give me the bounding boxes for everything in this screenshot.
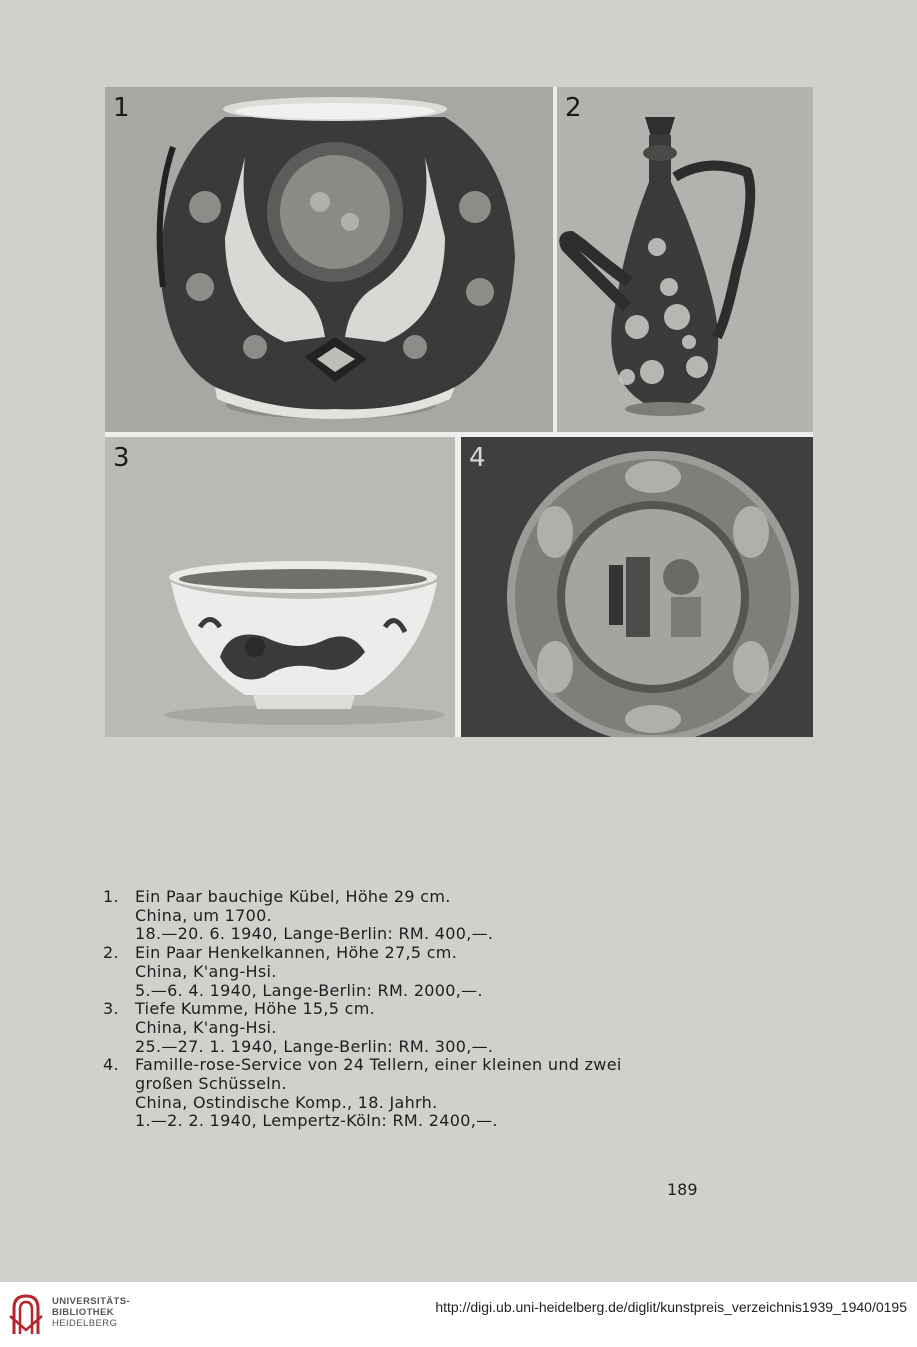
caption-line: 1.—2. 2. 1940, Lempertz-Köln: RM. 2400,—. [135, 1111, 498, 1131]
caption-item [103, 1056, 703, 1131]
plate-number: 2 [565, 93, 582, 123]
plate-number: 3 [113, 443, 130, 473]
plate-4-dish-photo [461, 437, 813, 737]
caption-number: 4. [103, 1055, 119, 1075]
caption-list [103, 888, 703, 1131]
caption-item [103, 944, 703, 1000]
caption-line: China, um 1700. [135, 905, 272, 925]
digitization-footer [0, 1282, 917, 1347]
caption-line: Tiefe Kumme, Höhe 15,5 cm. [135, 999, 376, 1019]
caption-number: 1. [103, 887, 119, 906]
ub-heidelberg-logo-icon [8, 1290, 44, 1338]
jar-illustration [105, 87, 553, 432]
page-number: 189 [667, 1180, 698, 1199]
caption-line: 5.—6. 4. 1940, Lange-Berlin: RM. 2000,—. [135, 980, 483, 1000]
caption-number: 3. [103, 999, 119, 1019]
caption-number: 2. [103, 943, 119, 963]
caption-line: China, K'ang-Hsi. [135, 961, 277, 981]
caption-item [103, 1000, 703, 1056]
permalink-url[interactable]: http://digi.ub.uni-heidelberg.de/diglit/kunstpreis_verzeichnis1939_1940/0195 [435, 1299, 907, 1315]
caption-line: Famille-rose-Service von 24 Tellern, einer kleinen und zwei [135, 1055, 622, 1075]
plate-number: 4 [469, 443, 486, 473]
plate-1-jar-photo [105, 87, 553, 432]
library-name-line: BIBLIOTHEK [52, 1307, 115, 1318]
dish-illustration [461, 437, 813, 737]
library-name [52, 1296, 130, 1329]
plate-grid [105, 87, 813, 737]
library-name-line: UNIVERSITÄTS- [52, 1296, 131, 1307]
plate-3-bowl-photo [105, 437, 455, 737]
caption-line: Ein Paar bauchige Kübel, Höhe 29 cm. [135, 887, 451, 906]
caption-line: großen Schüsseln. [135, 1074, 287, 1094]
caption-line: China, K'ang-Hsi. [135, 1017, 277, 1037]
caption-line: 25.—27. 1. 1940, Lange-Berlin: RM. 300,—. [135, 1036, 494, 1056]
caption-item [103, 888, 703, 944]
caption-line: 18.—20. 6. 1940, Lange-Berlin: RM. 400,—. [135, 924, 494, 944]
plate-number: 1 [113, 93, 130, 123]
caption-line: Ein Paar Henkelkannen, Höhe 27,5 cm. [135, 943, 458, 963]
plate-2-ewer-photo [557, 87, 813, 432]
caption-line: China, Ostindische Komp., 18. Jahrh. [135, 1092, 438, 1112]
bowl-illustration [105, 437, 455, 737]
ewer-illustration [557, 87, 813, 432]
library-name-line: HEIDELBERG [52, 1318, 118, 1329]
